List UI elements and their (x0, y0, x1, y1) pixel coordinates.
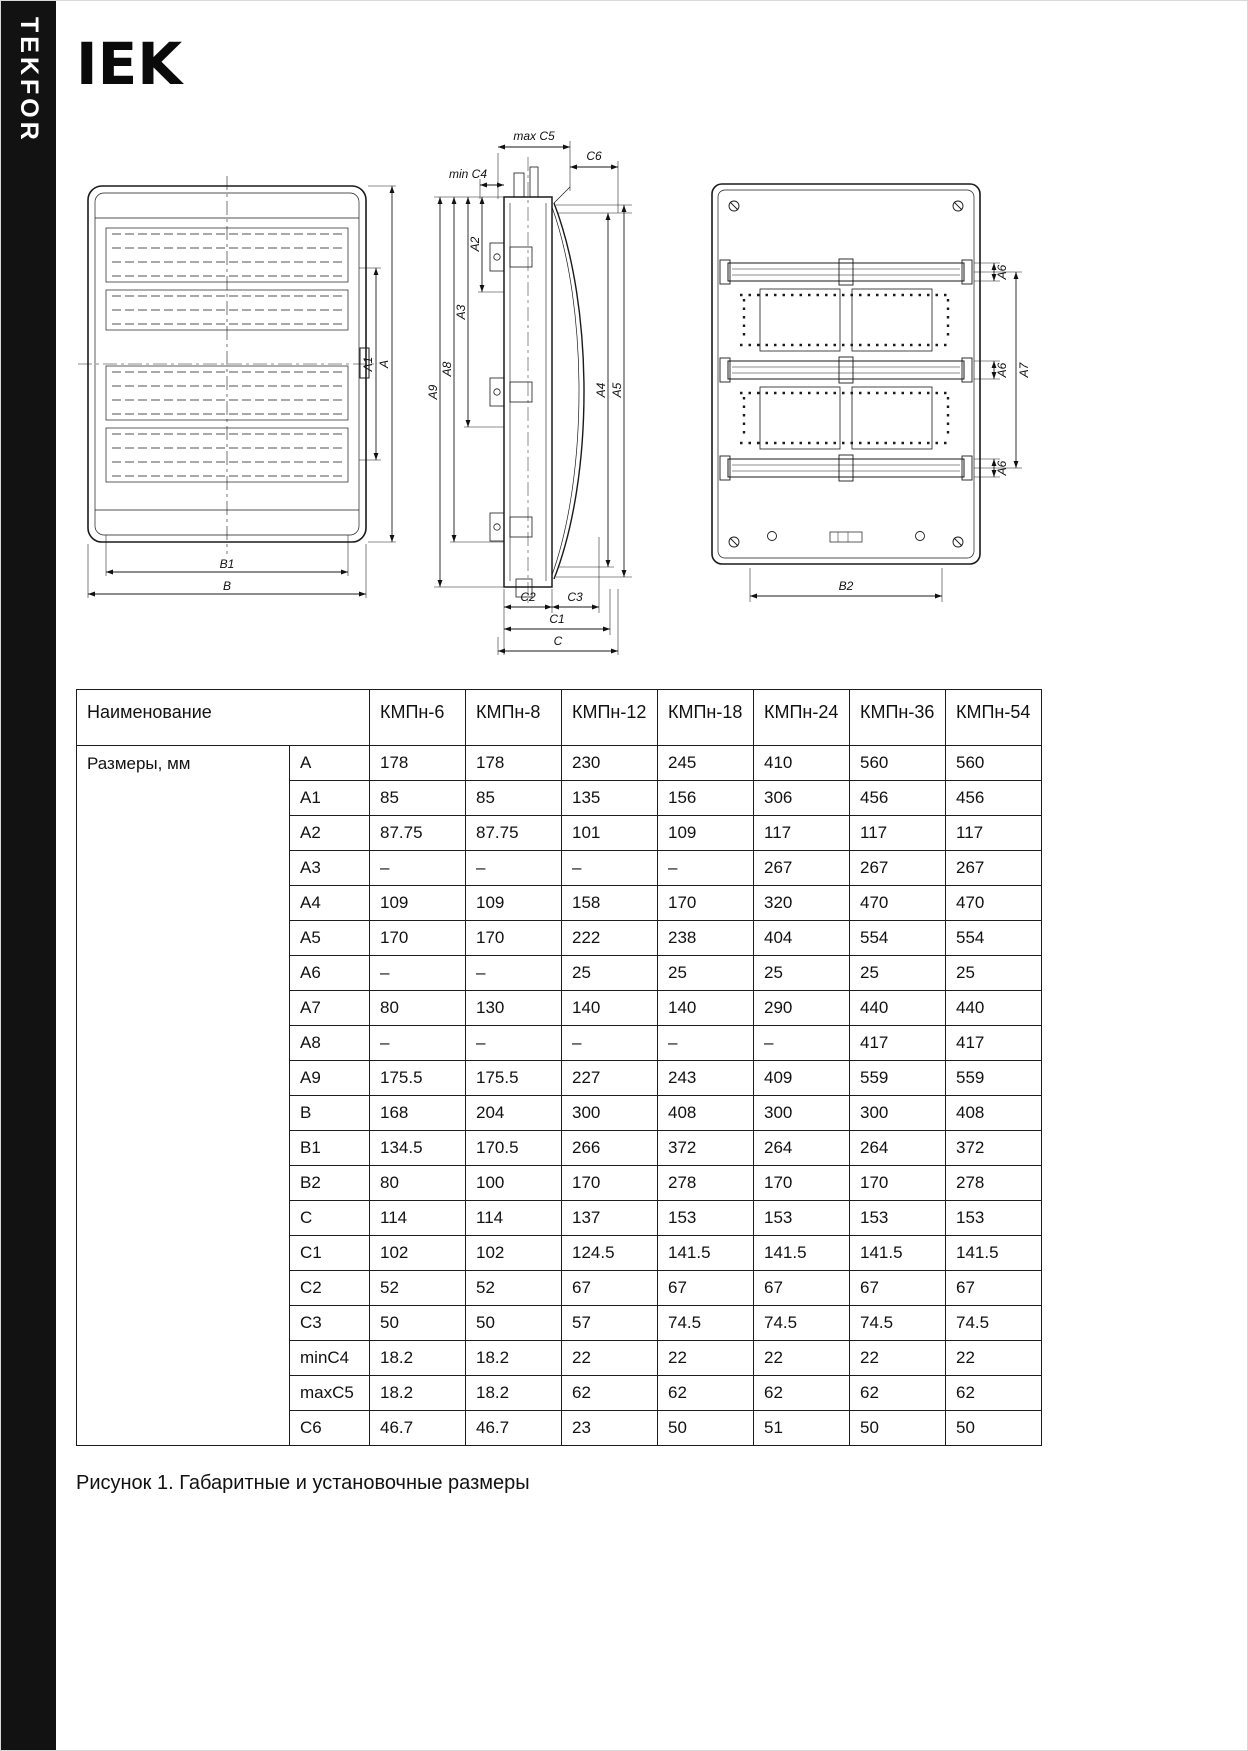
value-cell: 140 (562, 991, 658, 1026)
value-cell: 409 (754, 1061, 850, 1096)
value-cell: 25 (850, 956, 946, 991)
value-cell: 101 (562, 816, 658, 851)
value-cell: 22 (562, 1341, 658, 1376)
param-cell: A9 (290, 1061, 370, 1096)
value-cell: 470 (850, 886, 946, 921)
value-cell: 178 (466, 746, 562, 781)
dim-label-c: C (553, 634, 563, 648)
value-cell: 100 (466, 1166, 562, 1201)
value-cell: – (466, 956, 562, 991)
value-cell: 264 (754, 1131, 850, 1166)
dim-label-b2: B2 (838, 579, 854, 593)
value-cell: – (562, 851, 658, 886)
row-group-label: Размеры, мм (77, 746, 290, 1446)
value-cell: 67 (754, 1271, 850, 1306)
value-cell: 137 (562, 1201, 658, 1236)
value-cell: 102 (370, 1236, 466, 1271)
name-column-header: Наименование (77, 690, 370, 746)
table-row (77, 746, 1042, 781)
value-cell: 408 (946, 1096, 1042, 1131)
value-cell: 410 (754, 746, 850, 781)
value-cell: 18.2 (466, 1376, 562, 1411)
value-cell: – (370, 956, 466, 991)
value-cell: 51 (754, 1411, 850, 1446)
value-cell: 50 (658, 1411, 754, 1446)
param-cell: A1 (290, 781, 370, 816)
value-cell: 266 (562, 1131, 658, 1166)
iek-logo: IEK (76, 30, 183, 98)
param-cell: C3 (290, 1306, 370, 1341)
value-cell: 67 (946, 1271, 1042, 1306)
value-cell: 62 (754, 1376, 850, 1411)
value-cell: 222 (562, 921, 658, 956)
value-cell: 50 (850, 1411, 946, 1446)
value-cell: 25 (946, 956, 1042, 991)
value-cell: 554 (946, 921, 1042, 956)
value-cell: 25 (562, 956, 658, 991)
value-cell: 300 (850, 1096, 946, 1131)
figure-caption: Рисунок 1. Габаритные и установочные размеры (76, 1472, 530, 1494)
value-cell: 87.75 (370, 816, 466, 851)
column-header: КМПн-6 (370, 690, 466, 746)
value-cell: 109 (658, 816, 754, 851)
value-cell: 168 (370, 1096, 466, 1131)
value-cell: 18.2 (466, 1341, 562, 1376)
value-cell: 85 (370, 781, 466, 816)
value-cell: 57 (562, 1306, 658, 1341)
value-cell: 456 (850, 781, 946, 816)
value-cell: – (562, 1026, 658, 1061)
param-cell: maxC5 (290, 1376, 370, 1411)
value-cell: 80 (370, 991, 466, 1026)
value-cell: 52 (466, 1271, 562, 1306)
param-cell: A8 (290, 1026, 370, 1061)
value-cell: 300 (754, 1096, 850, 1131)
value-cell: – (370, 851, 466, 886)
value-cell: 74.5 (850, 1306, 946, 1341)
dim-label-a3: A3 (454, 304, 468, 320)
value-cell: 170 (658, 886, 754, 921)
value-cell: 117 (946, 816, 1042, 851)
value-cell: 170 (370, 921, 466, 956)
value-cell: 156 (658, 781, 754, 816)
param-cell: A5 (290, 921, 370, 956)
value-cell: 46.7 (466, 1411, 562, 1446)
value-cell: 102 (466, 1236, 562, 1271)
param-cell: B (290, 1096, 370, 1131)
back-view-drawing (698, 172, 1034, 614)
value-cell: 140 (658, 991, 754, 1026)
param-cell: A7 (290, 991, 370, 1026)
value-cell: 243 (658, 1061, 754, 1096)
dim-label-c6: C6 (586, 149, 602, 163)
value-cell: 417 (850, 1026, 946, 1061)
value-cell: 153 (850, 1201, 946, 1236)
value-cell: 300 (562, 1096, 658, 1131)
value-cell: 22 (658, 1341, 754, 1376)
dim-label-a6-bot: A6 (995, 460, 1009, 476)
param-cell: C2 (290, 1271, 370, 1306)
value-cell: 22 (850, 1341, 946, 1376)
value-cell: – (658, 1026, 754, 1061)
value-cell: 170 (754, 1166, 850, 1201)
value-cell: 267 (754, 851, 850, 886)
value-cell: 74.5 (658, 1306, 754, 1341)
value-cell: 46.7 (370, 1411, 466, 1446)
value-cell: 238 (658, 921, 754, 956)
value-cell: 227 (562, 1061, 658, 1096)
value-cell: 18.2 (370, 1341, 466, 1376)
value-cell: 153 (658, 1201, 754, 1236)
value-cell: 114 (370, 1201, 466, 1236)
value-cell: 204 (466, 1096, 562, 1131)
column-header: КМПн-12 (562, 690, 658, 746)
param-cell: A (290, 746, 370, 781)
dim-label-b1: B1 (219, 557, 235, 571)
value-cell: 278 (658, 1166, 754, 1201)
value-cell: 141.5 (850, 1236, 946, 1271)
param-cell: B1 (290, 1131, 370, 1166)
value-cell: 264 (850, 1131, 946, 1166)
dim-label-b: B (222, 579, 232, 593)
value-cell: 62 (850, 1376, 946, 1411)
value-cell: 23 (562, 1411, 658, 1446)
dim-label-c1: C1 (549, 612, 565, 626)
value-cell: 50 (466, 1306, 562, 1341)
value-cell: 117 (850, 816, 946, 851)
value-cell: 267 (946, 851, 1042, 886)
value-cell: 560 (850, 746, 946, 781)
technical-drawings (76, 123, 1248, 663)
value-cell: 135 (562, 781, 658, 816)
value-cell: 62 (946, 1376, 1042, 1411)
value-cell: – (658, 851, 754, 886)
dim-label-a9: A9 (426, 384, 440, 400)
value-cell: 267 (850, 851, 946, 886)
value-cell: 74.5 (754, 1306, 850, 1341)
value-cell: 25 (658, 956, 754, 991)
value-cell: 87.75 (466, 816, 562, 851)
value-cell: 320 (754, 886, 850, 921)
value-cell: 22 (946, 1341, 1042, 1376)
value-cell: 109 (466, 886, 562, 921)
value-cell: 440 (946, 991, 1042, 1026)
column-header: КМПн-24 (754, 690, 850, 746)
table-body (77, 746, 1042, 1446)
value-cell: 290 (754, 991, 850, 1026)
tekfor-brand-label: TEKFOR (15, 17, 43, 144)
value-cell: 456 (946, 781, 1042, 816)
value-cell: 124.5 (562, 1236, 658, 1271)
param-cell: B2 (290, 1166, 370, 1201)
value-cell: 372 (658, 1131, 754, 1166)
value-cell: 18.2 (370, 1376, 466, 1411)
value-cell: 134.5 (370, 1131, 466, 1166)
value-cell: 62 (562, 1376, 658, 1411)
value-cell: 245 (658, 746, 754, 781)
value-cell: 50 (946, 1411, 1042, 1446)
value-cell: 440 (850, 991, 946, 1026)
column-header: КМПн-18 (658, 690, 754, 746)
dim-label-a7: A7 (1017, 362, 1031, 378)
value-cell: 230 (562, 746, 658, 781)
value-cell: – (466, 851, 562, 886)
value-cell: 25 (754, 956, 850, 991)
value-cell: 170 (562, 1166, 658, 1201)
dim-label-a6-top: A6 (995, 264, 1009, 280)
value-cell: – (466, 1026, 562, 1061)
value-cell: 470 (946, 886, 1042, 921)
value-cell: 559 (946, 1061, 1042, 1096)
param-cell: A6 (290, 956, 370, 991)
value-cell: 141.5 (658, 1236, 754, 1271)
value-cell: – (754, 1026, 850, 1061)
param-cell: C (290, 1201, 370, 1236)
value-cell: 141.5 (946, 1236, 1042, 1271)
value-cell: 175.5 (370, 1061, 466, 1096)
table-header-row (77, 690, 1042, 746)
value-cell: 408 (658, 1096, 754, 1131)
value-cell: 74.5 (946, 1306, 1042, 1341)
dim-label-a: A (377, 359, 391, 369)
param-cell: A3 (290, 851, 370, 886)
value-cell: 85 (466, 781, 562, 816)
value-cell: 175.5 (466, 1061, 562, 1096)
dim-label-a1: A1 (361, 356, 375, 372)
value-cell: 170.5 (466, 1131, 562, 1166)
value-cell: 62 (658, 1376, 754, 1411)
value-cell: 130 (466, 991, 562, 1026)
dim-label-c2: C2 (520, 590, 536, 604)
dim-label-max-c5: max C5 (513, 129, 555, 143)
value-cell: 67 (562, 1271, 658, 1306)
param-cell: A4 (290, 886, 370, 921)
brand-sidebar (1, 1, 56, 1750)
value-cell: 109 (370, 886, 466, 921)
value-cell: 372 (946, 1131, 1042, 1166)
value-cell: 158 (562, 886, 658, 921)
value-cell: – (370, 1026, 466, 1061)
value-cell: 67 (658, 1271, 754, 1306)
value-cell: 554 (850, 921, 946, 956)
dim-label-a5: A5 (610, 382, 624, 398)
dim-label-c3: C3 (567, 590, 583, 604)
param-cell: C6 (290, 1411, 370, 1446)
value-cell: 306 (754, 781, 850, 816)
value-cell: 22 (754, 1341, 850, 1376)
value-cell: 560 (946, 746, 1042, 781)
value-cell: 178 (370, 746, 466, 781)
dim-label-a6-mid: A6 (995, 362, 1009, 378)
page-content (56, 1, 1248, 1750)
column-header: КМПн-8 (466, 690, 562, 746)
dimensions-table (76, 689, 1042, 1446)
value-cell: 417 (946, 1026, 1042, 1061)
param-cell: minC4 (290, 1341, 370, 1376)
value-cell: 141.5 (754, 1236, 850, 1271)
param-cell: A2 (290, 816, 370, 851)
value-cell: 559 (850, 1061, 946, 1096)
value-cell: 50 (370, 1306, 466, 1341)
column-header: КМПн-36 (850, 690, 946, 746)
param-cell: C1 (290, 1236, 370, 1271)
front-view-drawing (76, 172, 398, 614)
value-cell: 153 (946, 1201, 1042, 1236)
column-header: КМПн-54 (946, 690, 1042, 746)
value-cell: 117 (754, 816, 850, 851)
value-cell: 67 (850, 1271, 946, 1306)
value-cell: 80 (370, 1166, 466, 1201)
value-cell: 114 (466, 1201, 562, 1236)
value-cell: 170 (850, 1166, 946, 1201)
value-cell: 153 (754, 1201, 850, 1236)
value-cell: 404 (754, 921, 850, 956)
value-cell: 170 (466, 921, 562, 956)
value-cell: 52 (370, 1271, 466, 1306)
value-cell: 278 (946, 1166, 1042, 1201)
dim-label-a4: A4 (594, 382, 608, 398)
side-view-drawing (424, 127, 672, 659)
dim-label-min-c4: min C4 (448, 167, 488, 181)
dim-label-a8: A8 (440, 361, 454, 377)
dim-label-a2: A2 (468, 236, 482, 252)
